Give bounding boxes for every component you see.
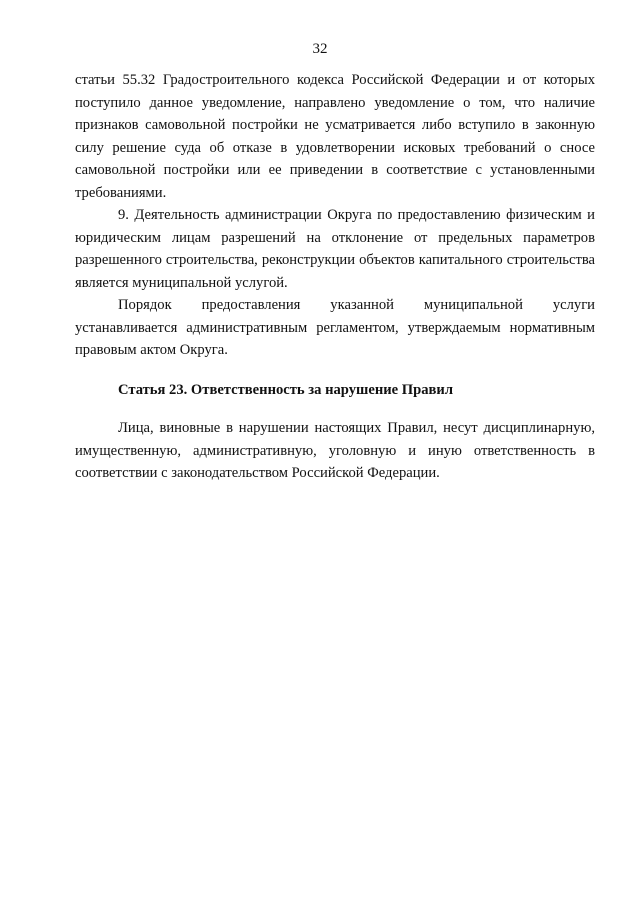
paragraph-liability: Лица, виновные в нарушении настоящих Правил, несут дисциплинарную, имущественную, административную, уголовную и иную ответственность в соответствии с законодательством Российской Федерации. xyxy=(75,420,595,481)
document-body xyxy=(75,69,595,485)
page-number: 32 xyxy=(312,41,328,57)
article-23-heading: Статья 23. Ответственность за нарушение Правил xyxy=(118,381,454,398)
paragraph-item-9: 9. Деятельность администрации Округа по предоставлению физическим и юридическим лицам разрешений на отклонение от предельных параметров разрешенного строительства, реконструкции объектов капитального строительства является муниципальной услугой. xyxy=(75,207,595,291)
paragraph-procedure: Порядок предоставления указанной муниципальной услуги устанавливается административным регламентом, утверждаемым нормативным правовым актом Округа. xyxy=(75,297,595,358)
paragraph-continuation: статьи 55.32 Градостроительного кодекса Российской Федерации и от которых поступило данное уведомление, направлено уведомление о том, что наличие признаков самовольной постройки не усматривается либо вступило в законную силу решение суда об отказе в удовлетворении исковых требований о сносе самовольной постройки или ее приведении в соответствие с установленными требованиями. xyxy=(75,72,595,201)
